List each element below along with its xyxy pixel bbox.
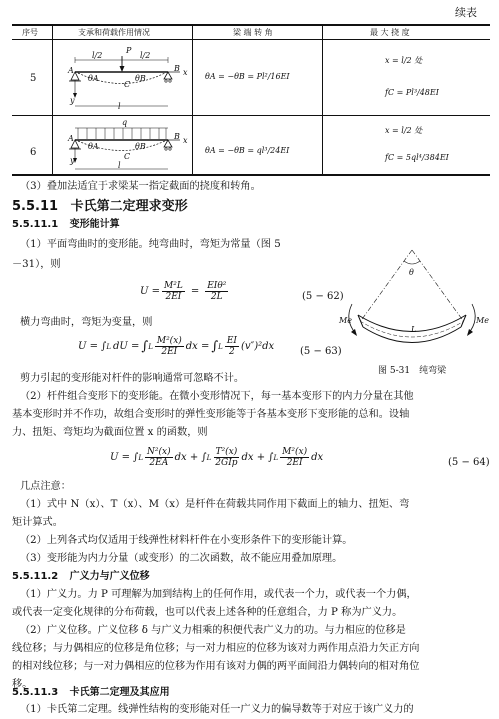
paragraph-transverse-bending: 横力弯曲时，弯矩为变量，则	[20, 317, 153, 328]
paragraph-superposition: （3）叠加法适宜于求梁某一指定截面的挠度和转角。	[20, 181, 261, 192]
label-q: q	[122, 118, 128, 127]
table-col-divider	[52, 24, 53, 174]
eq-numerator: EIθ²	[207, 281, 227, 291]
paragraph-generalized-displacement-line2: 线位移；与力偶相应的位移是角位移；与一对力相应的位移为该对力两作用点沿力矢正方向	[12, 643, 420, 654]
eq-fraction	[225, 336, 239, 357]
label-B: B	[174, 132, 180, 141]
eq-denominator: 2EI	[161, 347, 178, 357]
table-header-rule	[12, 39, 490, 40]
deflection-position: x = l/2 处	[385, 126, 423, 135]
label-half-right: l/2	[140, 51, 151, 60]
label-P: P	[126, 46, 132, 55]
label-C: C	[124, 152, 131, 161]
figure-label-Me-left: Me	[339, 316, 352, 325]
equation-5-62	[140, 281, 230, 302]
paragraph-combined-line1: （2）杆件组合变形下的变形能。在微小变形情况下，每一基本变形下的内力分量在其他	[20, 391, 414, 402]
eq-plus: dx + ∫	[241, 452, 274, 463]
eq-integral-limit: L	[106, 342, 112, 351]
label-l: l	[118, 102, 121, 111]
subsection-heading-5-5-11-1	[12, 218, 120, 232]
eq-integral-limit: L	[273, 453, 279, 462]
section-title: 卡氏第二定理求变形	[70, 199, 188, 214]
subsection-title: 变形能计算	[69, 219, 120, 230]
paragraph-pure-bending-line2: －31），则	[12, 259, 61, 270]
paragraph-shear-negligible: 剪力引起的变形能对杆件的影响通常可忽略不计。	[20, 373, 245, 384]
eq-numerator: M²(x)	[282, 447, 308, 457]
eq-integral-limit: L	[148, 342, 153, 351]
eq-denominator: 2	[229, 347, 235, 357]
notes-title: 几点注意：	[20, 481, 71, 492]
eq-lhs: U = ∫	[78, 341, 107, 352]
table-col-divider	[322, 24, 323, 174]
figure-label-theta: θ	[409, 268, 414, 277]
section-number: 5.5.11	[12, 199, 59, 214]
subsection-number: 5.5.11.1	[12, 219, 59, 230]
paragraph-castigliano: （1）卡氏第二定理。线弹性结构的变形能对任一广义力的偏导数等于对应于该广义力的	[20, 704, 414, 715]
eq-numerator: T²(x)	[215, 447, 238, 457]
table-top-rule	[12, 24, 490, 26]
label-half-left: l/2	[92, 51, 103, 60]
label-thetaB: θB	[135, 142, 146, 151]
eq-lhs: U =	[140, 286, 160, 297]
subsection-number: 5.5.11.3	[12, 687, 59, 698]
eq-integral-limit: L	[138, 453, 144, 462]
beam-point-load-diagram	[60, 42, 185, 112]
note-1-line2: 矩计算式。	[12, 517, 63, 528]
eq-lhs: U = ∫	[110, 452, 139, 463]
label-A: A	[68, 134, 74, 143]
eq-numerator: N²(x)	[147, 447, 171, 457]
eq-integral-limit: L	[218, 342, 223, 351]
eq-dx: dx =	[185, 341, 210, 352]
eq-numerator: M²L	[164, 281, 183, 291]
equation-tag-5-62: (5 − 62)	[302, 291, 344, 302]
eq-du: dU =	[113, 341, 140, 352]
label-C: C	[124, 80, 131, 89]
eq-tail: (v″)²dx	[240, 341, 275, 352]
eq-fraction	[145, 447, 173, 468]
label-x: x	[183, 136, 188, 145]
paragraph-generalized-displacement-line4: 移。	[12, 679, 33, 690]
eq-denominator: 2L	[210, 292, 223, 302]
label-thetaA: θA	[88, 142, 99, 151]
equation-tag-5-63: (5 − 63)	[300, 346, 342, 357]
eq-plus: dx + ∫	[174, 452, 207, 463]
paragraph-pure-bending-line1: （1）平面弯曲时的变形能。纯弯曲时，弯矩为常量（图 5	[20, 239, 281, 250]
paragraph-generalized-displacement-line1: （2）广义位移。广义位移 δ 与广义力相乘的积便代表广义力的功。与力相应的位移是	[20, 625, 406, 636]
subsection-heading-5-5-11-3	[12, 686, 170, 700]
figure-label-L: L	[411, 325, 417, 334]
eq-integral-sign: ∫	[211, 339, 219, 354]
subsection-number: 5.5.11.2	[12, 571, 59, 582]
eq-integral-sign: ∫	[141, 339, 149, 354]
col-header-rotation: 梁 端 转 角	[233, 28, 273, 37]
label-thetaB: θB	[135, 74, 146, 83]
deflection-position: x = l/2 处	[385, 56, 423, 65]
paragraph-generalized-force-line2: 或代表一定变化规律的分布荷载，也可以代表上述各种的任意组合，力 P 称为广义力。	[12, 607, 403, 618]
label-A: A	[68, 66, 74, 75]
continued-label: 续表	[455, 6, 477, 19]
table-bottom-rule	[12, 174, 490, 176]
equation-5-63	[78, 336, 274, 357]
eq-denominator: 2GIp	[215, 458, 238, 468]
rotation-formula: θA = −θB = ql³/24EI	[205, 146, 290, 155]
eq-numerator: M²(x)	[156, 336, 182, 346]
section-heading-5-5-11	[12, 198, 188, 216]
label-x: x	[183, 68, 188, 77]
subsection-title: 广义力与广义位移	[69, 571, 150, 582]
paragraph-generalized-force-line1: （1）广义力。力 P 可理解为加到结构上的任何作用，或代表一个力，或代表一个力偶，	[20, 589, 417, 600]
note-3: （3）变形能为内力分量（或变形）的二次函数，故不能应用叠加原理。	[20, 553, 343, 564]
eq-denominator: 2EI	[165, 292, 182, 302]
eq-denominator: 2EI	[286, 458, 303, 468]
eq-dx: dx	[311, 452, 324, 463]
label-y: y	[70, 96, 75, 105]
subsection-heading-5-5-11-2	[12, 570, 150, 584]
eq-fraction	[155, 336, 184, 357]
table-row-rule	[12, 115, 490, 116]
eq-fraction	[162, 281, 185, 302]
note-1-line1: （1）式中 N（x）、T（x）、M（x）是杆件在荷载共同作用下截面上的轴力、扭矩、弯	[20, 499, 410, 510]
table-col-divider	[192, 24, 193, 174]
figure-label-Me-right: Me	[476, 316, 489, 325]
row-number: 5	[30, 73, 37, 84]
figure-caption: 图 5-31 纯弯梁	[378, 366, 447, 376]
eq-equals: =	[190, 286, 200, 297]
paragraph-combined-line2: 基本变形时并不作功，故组合变形时的弹性变形能等于各基本变形下变形能的总和。设轴	[12, 409, 410, 420]
paragraph-generalized-displacement-line3: 的相对线位移；与一对力偶相应的位移为作用有该对力偶的两平面间沿力偶转向的相对角位	[12, 661, 420, 672]
row-number: 6	[30, 147, 37, 158]
paragraph-combined-line3: 力、扭矩、弯矩均为截面位置 x 的函数，则	[12, 427, 208, 438]
rotation-formula: θA = −θB = Pl²/16EI	[205, 72, 290, 81]
eq-numerator: EI	[226, 336, 237, 346]
label-l: l	[118, 161, 121, 170]
eq-fraction	[205, 281, 228, 302]
eq-fraction	[213, 447, 239, 468]
eq-denominator: 2EA	[149, 458, 169, 468]
col-header-deflection: 最 大 挠 度	[370, 28, 410, 37]
label-thetaA: θA	[88, 74, 99, 83]
equation-tag-5-64: (5 − 64)	[448, 457, 490, 468]
pure-bending-beam-figure	[330, 240, 492, 365]
eq-integral-limit: L	[206, 453, 212, 462]
label-y: y	[70, 156, 75, 165]
note-2: （2）上列各式均仅适用于线弹性材料杆件在小变形条件下的变形能计算。	[20, 535, 353, 546]
col-header-no: 序号	[22, 28, 38, 37]
col-header-case: 支承和荷载作用情况	[78, 28, 150, 37]
equation-5-64	[110, 447, 323, 468]
eq-fraction	[280, 447, 309, 468]
deflection-formula: fC = Pl³/48EI	[385, 88, 439, 97]
subsection-title: 卡氏第二定理及其应用	[69, 687, 170, 698]
deflection-formula: fC = 5ql⁴/384EI	[385, 153, 449, 162]
label-B: B	[174, 64, 180, 73]
